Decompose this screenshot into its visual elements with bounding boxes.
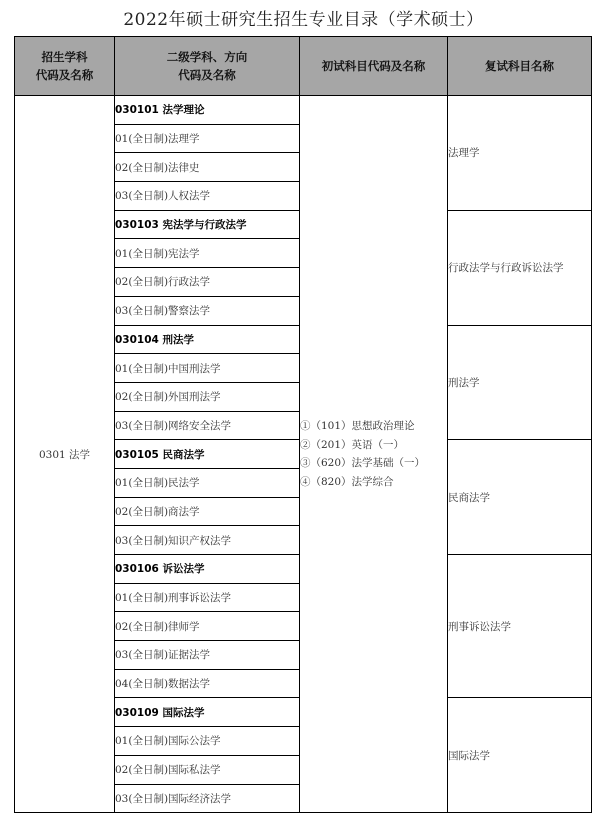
subdiscipline-heading: 030106 诉讼法学 [115, 555, 300, 584]
catalog-table [14, 36, 592, 813]
subdiscipline-heading: 030101 法学理论 [115, 96, 300, 125]
direction-cell: 03(全日制)网络安全法学 [115, 411, 300, 440]
subdiscipline-heading: 030103 宪法学与行政法学 [115, 210, 300, 239]
retest-cell: 民商法学 [448, 440, 592, 555]
direction-cell: 03(全日制)证据法学 [115, 641, 300, 670]
subdiscipline-heading: 030104 刑法学 [115, 325, 300, 354]
direction-cell: 02(全日制)法律史 [115, 153, 300, 182]
exam-subject: ④（820）法学综合 [300, 475, 394, 488]
header-subdiscipline [115, 37, 300, 96]
direction-cell: 01(全日制)宪法学 [115, 239, 300, 268]
table-row [15, 96, 592, 125]
header-discipline-line1: 招生学科 [41, 50, 88, 64]
direction-cell: 03(全日制)知识产权法学 [115, 526, 300, 555]
direction-cell: 02(全日制)商法学 [115, 497, 300, 526]
direction-cell: 01(全日制)民法学 [115, 468, 300, 497]
direction-cell: 02(全日制)行政法学 [115, 268, 300, 297]
page-title: 2022年硕士研究生招生专业目录（学术硕士） [123, 10, 484, 30]
discipline-cell: 0301 法学 [15, 96, 115, 813]
exam-subject: ①（101）思想政治理论 [300, 420, 415, 433]
subdiscipline-heading: 030105 民商法学 [115, 440, 300, 469]
retest-cell: 法理学 [448, 96, 592, 211]
header-subdiscipline-line2: 代码及名称 [178, 68, 236, 82]
direction-cell: 02(全日制)外国刑法学 [115, 382, 300, 411]
header-subdiscipline-line1: 二级学科、方向 [166, 50, 248, 64]
direction-cell: 02(全日制)律师学 [115, 612, 300, 641]
direction-cell: 01(全日制)中国刑法学 [115, 354, 300, 383]
direction-cell: 03(全日制)国际经济法学 [115, 784, 300, 813]
exam-subjects-cell [300, 96, 448, 813]
header-exam: 初试科目代码及名称 [300, 37, 448, 96]
direction-cell: 01(全日制)法理学 [115, 124, 300, 153]
retest-cell: 刑法学 [448, 325, 592, 440]
exam-subject: ②（201）英语（一） [300, 438, 405, 451]
exam-subject: ③（620）法学基础（一） [300, 457, 426, 470]
direction-cell: 04(全日制)数据法学 [115, 669, 300, 698]
direction-cell: 01(全日制)国际公法学 [115, 727, 300, 756]
header-row [15, 37, 592, 96]
header-discipline-line2: 代码及名称 [35, 68, 94, 82]
direction-cell: 03(全日制)人权法学 [115, 182, 300, 211]
direction-cell: 02(全日制)国际私法学 [115, 755, 300, 784]
retest-cell: 刑事诉讼法学 [448, 555, 592, 698]
direction-cell: 01(全日制)刑事诉讼法学 [115, 583, 300, 612]
direction-cell: 03(全日制)警察法学 [115, 296, 300, 325]
header-retest: 复试科目名称 [448, 37, 592, 96]
retest-cell: 行政法学与行政诉讼法学 [448, 210, 592, 325]
subdiscipline-heading: 030109 国际法学 [115, 698, 300, 727]
retest-cell: 国际法学 [448, 698, 592, 813]
header-discipline [15, 37, 115, 96]
